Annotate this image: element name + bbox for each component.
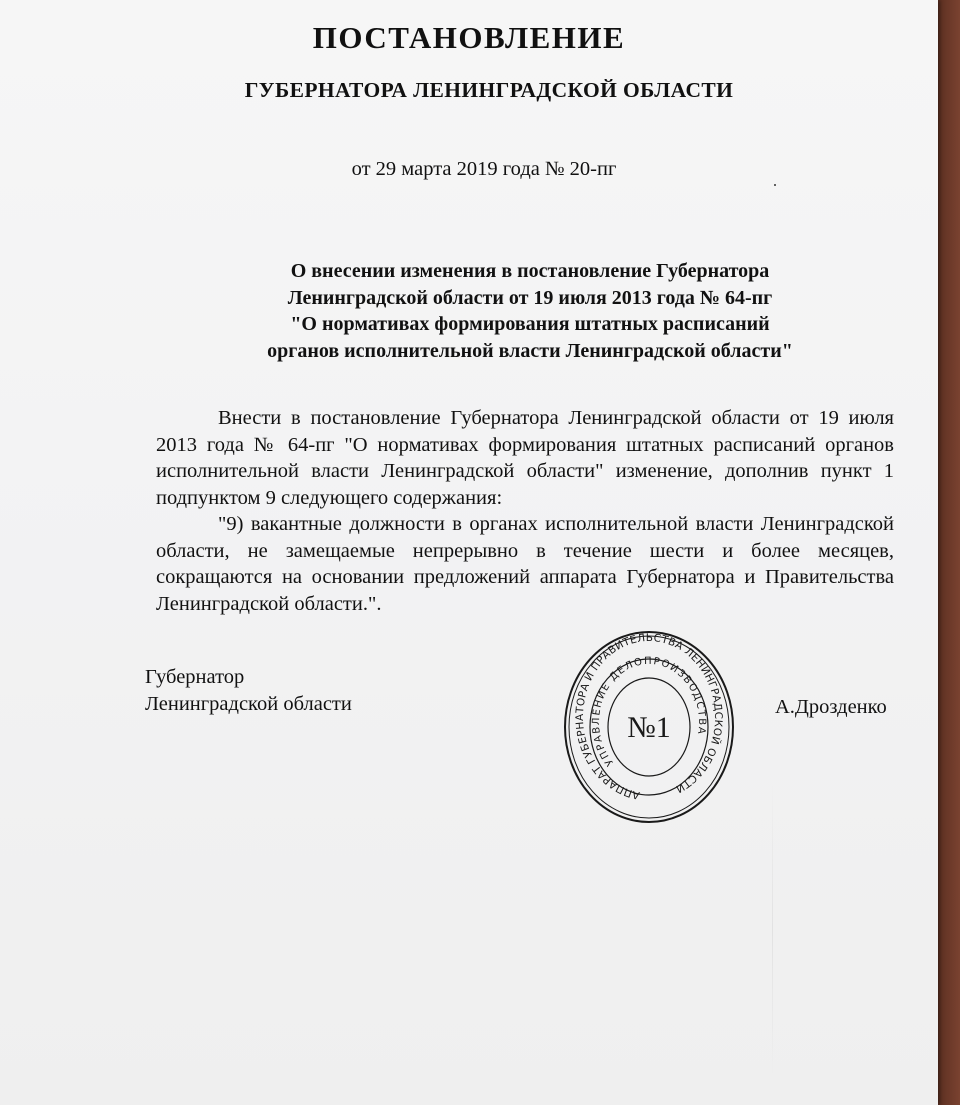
signatory-position <box>145 664 352 718</box>
heading-line: Ленинградской области от 19 июля 2013 года № 64-пг <box>287 286 773 309</box>
heading-line: О внесении изменения в постановление Губернатора <box>290 260 770 282</box>
document-title: ПОСТАНОВЛЕНИЕ <box>312 20 626 55</box>
paper-speck <box>774 184 776 186</box>
document-subtitle: ГУБЕРНАТОРА ЛЕНИНГРАДСКОЙ ОБЛАСТИ <box>244 78 734 102</box>
heading-line: органов исполнительной власти Ленинградской области" <box>267 339 793 362</box>
stamp-number: №1 <box>627 711 671 744</box>
official-stamp <box>563 629 735 825</box>
stamp-inner-text-path: УПРАВЛЕНИЕ ДЕЛОПРОИЗВОДСТВА <box>590 655 708 768</box>
stamp-outer-text-path: АППАРАТ ГУБЕРНАТОРА И ПРАВИТЕЛЬСТВА ЛЕНИНГРАДСКОЙ ОБЛАСТИ <box>574 631 725 802</box>
signatory-title: Губернатор <box>145 666 245 688</box>
body-paragraph: "9) вакантные должности в органах исполнительной власти Ленинградской области, не замещаемые непрерывно в течение шести и более месяцев, сокращаются на основании предложений аппарата Губернатора и Правительства Ленинградской области.". <box>156 513 894 615</box>
paper-crease <box>772 780 773 1080</box>
signatory-name: А.Дрозденко <box>775 696 887 718</box>
body-paragraph: Внести в постановление Губернатора Ленинградской области от 19 июля 2013 года № 64-пг "О нормативах формирования штатных расписаний органов исполнительной власти Ленинградской области" изменение, дополнив пункт 1 подпунктом 9 следующего содержания: <box>156 407 894 509</box>
heading-line: "О нормативах формирования штатных расписаний <box>290 313 770 335</box>
document-heading <box>200 258 860 364</box>
signatory-region: Ленинградской области <box>145 693 352 715</box>
document-date-number: от 29 марта 2019 года № 20-пг <box>351 158 617 180</box>
document-body <box>156 405 894 617</box>
